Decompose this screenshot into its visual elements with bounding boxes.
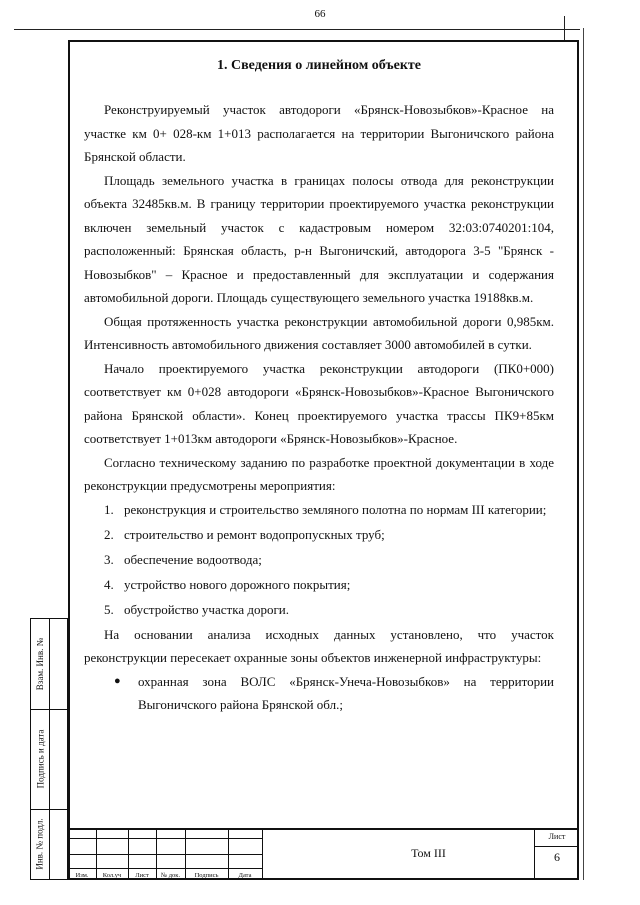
title-block	[68, 828, 579, 880]
sheet-number: 6	[554, 850, 560, 864]
paragraph-assignment: Согласно техническому заданию по разработке проектной документации в ходе реконструкции предусмотрены мероприятия:	[84, 454, 554, 493]
col-signature: Подпись	[194, 872, 219, 879]
zones-list	[84, 670, 554, 717]
list-item: 1. реконструкция и строительство земляного полотна по нормам III категории;	[104, 501, 547, 517]
bullet-icon: ●	[114, 674, 121, 687]
sheet-label: Лист	[548, 832, 566, 841]
col-date: Дата	[238, 872, 252, 879]
col-sheet: Лист	[135, 872, 149, 879]
volume-title: Том III	[411, 846, 446, 860]
col-change: Изм.	[75, 872, 89, 879]
col-count: Кол.уч	[102, 872, 122, 879]
measures-list	[84, 498, 554, 622]
top-rule	[14, 29, 580, 30]
paragraph-analysis: На основании анализа исходных данных установлено, что участок реконструкции пересекает охранные зоны объектов инженерной инфраструктуры:	[84, 626, 554, 665]
stamp-signature-date: Подпись и дата	[35, 729, 45, 789]
col-doc-no: № док.	[160, 872, 181, 879]
stamp-replace-inv: Взам. Инв. №	[35, 637, 45, 691]
list-item: 5. обустройство участка дороги.	[104, 601, 289, 617]
list-item: 3. обеспечение водоотвода;	[104, 551, 262, 567]
list-item: ● охранная зона ВОЛС «Брянск-Унеча-Новозыбков» на территории Выгоничского района Брянской обл.;	[84, 670, 554, 717]
document-body	[84, 58, 554, 717]
page-number: 66	[314, 8, 326, 20]
section-heading: 1. Сведения о линейном объекте	[217, 58, 421, 73]
paragraph-length: Общая протяженность участка реконструкции автомобильной дороги 0,985км. Интенсивность автомобильного движения составляет 3000 автомобилей в сутки.	[84, 313, 554, 352]
paragraph-area: Площадь земельного участка в границах полосы отвода для реконструкции объекта 32485кв.м. В границу территории проектируемого участка реконструкции включен земельный участок с кадастровым номером 32:03:0740201:104, расположенный: Брянская область, р-н Выгоничский, автодорога 3-5 "Брянск - Новозыбков" – Красное и предоставленный для эксплуатации и содержания автомобильной дороги. Площадь существующего земельного участка 19188кв.м.	[84, 172, 554, 305]
frame-outer-line	[583, 28, 584, 880]
top-tick	[564, 16, 565, 42]
paragraph-location: Реконструируемый участок автодороги «Брянск-Новозыбков»-Красное на участке км 0+ 028-км 1+013 располагается на территории Выгоничского района Брянской области.	[84, 102, 554, 164]
paragraph-start-end: Начало проектируемого участка реконструкции автодороги (ПК0+000) соответствует км 0+028 автодороги «Брянск-Новозыбков»-Красное Выгоничского района Брянской области». Конец проектируемого участка трассы ПК9+85км соответствует 1+013км автодороги «Брянск-Новозыбков»-Красное.	[84, 360, 554, 446]
list-item: 4. устройство нового дорожного покрытия;	[104, 576, 351, 592]
stamp-inv-original: Инв. № подл.	[35, 818, 45, 870]
list-item: 2. строительство и ремонт водопропускных труб;	[104, 526, 385, 542]
approval-stamp	[30, 618, 68, 880]
